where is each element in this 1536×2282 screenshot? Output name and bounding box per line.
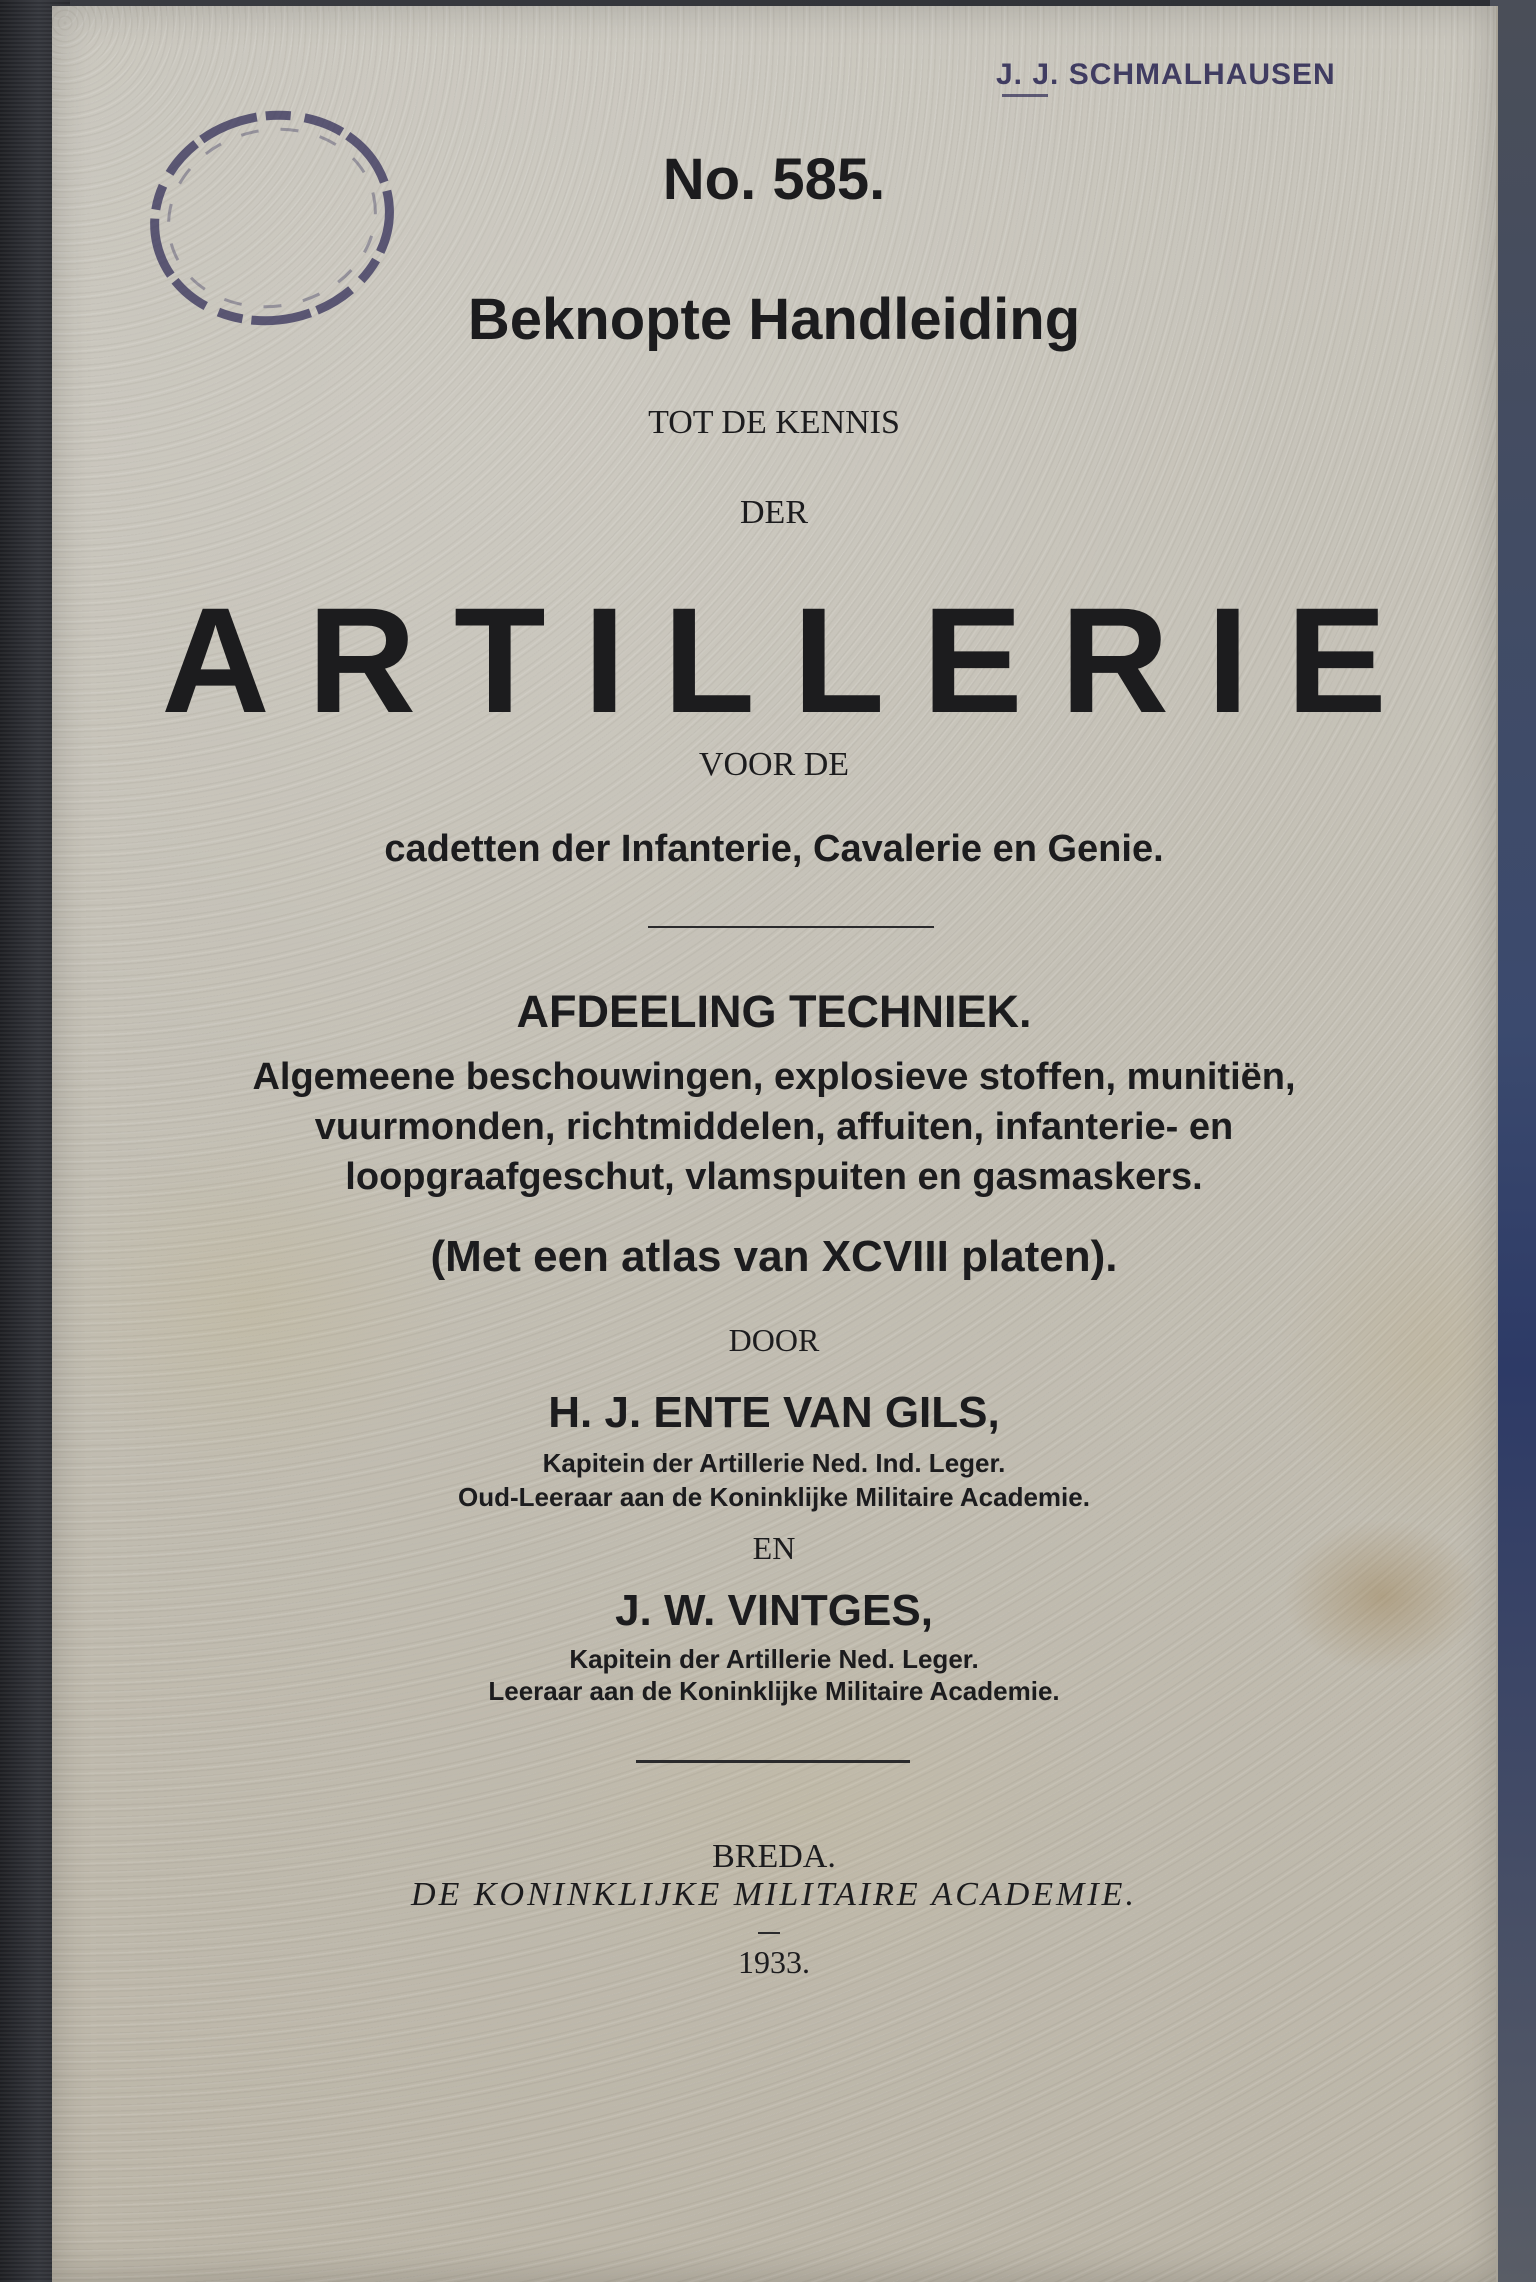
contents-line: loopgraafgeschut, vlamspuiten en gasmaskers. xyxy=(345,1156,1203,1198)
author-2-name: J. W. VINTGES, xyxy=(615,1586,933,1635)
short-dash xyxy=(758,1932,780,1934)
main-title: ARTILLERIE xyxy=(161,576,1425,744)
section-title: AFDEELING TECHNIEK. xyxy=(516,986,1032,1037)
by-label: DOOR xyxy=(728,1322,820,1358)
subtitle-line-2: cadetten der Infanterie, Cavalerie en Genie. xyxy=(384,828,1164,870)
book-cover xyxy=(52,6,1498,2282)
author-1-role: Kapitein der Artillerie Ned. Ind. Leger. xyxy=(542,1448,1006,1478)
subtitle-line-1: VOOR DE xyxy=(698,746,850,783)
divider-rule xyxy=(648,926,934,928)
title-line-1: Beknopte Handleiding xyxy=(467,287,1081,352)
owner-stamp-underline xyxy=(1002,94,1048,97)
catalog-number: No. 585. xyxy=(662,147,886,212)
contents-line: Algemeene beschouwingen, explosieve stoffen, munitiën, xyxy=(252,1056,1296,1098)
publisher: DE KONINKLIJKE MILITAIRE ACADEMIE. xyxy=(411,1876,1137,1913)
title-line-3: DER xyxy=(740,494,808,531)
owner-stamp-text: J. J. SCHMALHAUSEN xyxy=(996,58,1336,91)
owner-stamp xyxy=(996,58,1336,92)
title-line-2: TOT DE KENNIS xyxy=(648,404,900,441)
author-1-name: H. J. ENTE VAN GILS, xyxy=(548,1388,1000,1437)
atlas-note: (Met een atlas van XCVIII platen). xyxy=(430,1232,1118,1281)
author-1-role: Oud-Leeraar aan de Koninklijke Militaire Academie. xyxy=(458,1482,1090,1512)
author-2-role: Leeraar aan de Koninklijke Militaire Academie. xyxy=(488,1676,1060,1706)
and-label: EN xyxy=(752,1530,796,1566)
divider-rule xyxy=(636,1760,910,1763)
author-2-role: Kapitein der Artillerie Ned. Leger. xyxy=(569,1644,979,1674)
publication-year: 1933. xyxy=(738,1944,810,1980)
contents-line: vuurmonden, richtmiddelen, affuiten, infanterie- en xyxy=(314,1106,1234,1148)
publication-place: BREDA. xyxy=(712,1838,836,1875)
